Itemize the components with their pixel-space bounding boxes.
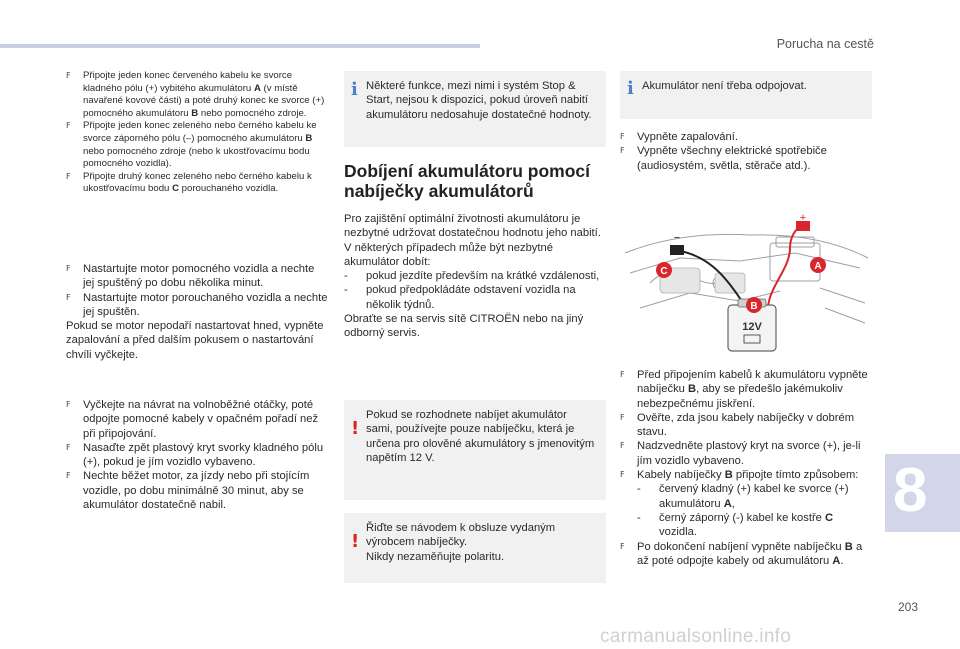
list-item: F Nastartujte motor pomocného vozidla a nechte jej spuštěný po dobu několika minut. bbox=[66, 263, 315, 290]
list-item: F Připojte jeden konec zeleného nebo černého kabelu ke svorce záporného pólu (–) pomocného akumulátoru B nebo pomocného zdroje (nebo k ukostřovacímu bodu pomocného vozidla). bbox=[66, 120, 317, 170]
list-item: - červený kladný (+) kabel ke svorce (+) akumulátoru A, bbox=[637, 483, 849, 510]
bullet-icon: F bbox=[620, 412, 625, 422]
chapter-number: 8 bbox=[893, 456, 928, 525]
list-item: F Nasaďte zpět plastový kryt svorky kladného pólu (+), pokud je jím vozidlo vybaveno. bbox=[66, 441, 324, 469]
warning-box: ! Řiďte se návodem k obsluze vydaným výrobcem nabíječky. Nikdy nezaměňujte polaritu. bbox=[344, 513, 606, 583]
col1-block3 bbox=[66, 398, 328, 512]
bullet-icon: F bbox=[66, 442, 71, 452]
bullet-icon: F bbox=[620, 132, 625, 141]
battery-charger-illustration bbox=[620, 213, 872, 353]
bullet-icon: F bbox=[66, 121, 71, 131]
list-item: F Kabely nabíječky B připojte tímto způsobem: bbox=[620, 469, 859, 482]
paragraph: Pokud se motor nepodaří nastartovat hned, vypněte zapalování a před dalším pokusem o nastartování chvíli vyčkejte. bbox=[66, 320, 324, 361]
list-item: F Připojte druhý konec zeleného nebo černého kabelu k ukostřovacímu bodu C porouchaného vozidla. bbox=[66, 170, 312, 195]
list-item: F Po dokončení nabíjení vypněte nabíječku B a až poté odpojte kabely od akumulátoru A. bbox=[620, 540, 863, 567]
label-c: C bbox=[660, 266, 668, 277]
col1-block1 bbox=[66, 70, 328, 196]
list-item: - pokud předpokládáte odstavení vozidla na několik týdnů. bbox=[344, 284, 576, 311]
bullet-icon: F bbox=[620, 370, 625, 379]
label-a: A bbox=[814, 261, 822, 272]
bullet-icon: F bbox=[620, 441, 625, 451]
watermark: carmanualsonline.info bbox=[600, 626, 792, 647]
warning-box: ! Pokud se rozhodnete nabíjet akumulátor sami, používejte pouze nabíječku, která je určena pro olověné akumulátory s jmenovitým napětím 12 V. bbox=[344, 400, 606, 500]
warning-icon: ! bbox=[351, 531, 360, 552]
bullet-icon: F bbox=[620, 146, 625, 156]
minus-sign: − bbox=[673, 232, 681, 244]
list-item: F Nechte běžet motor, za jízdy nebo při stojícím vozidle, po dobu minimálně 30 minut, aby se akumulátor dostatečně nabil. bbox=[66, 470, 310, 512]
info-icon: i bbox=[627, 78, 634, 99]
paragraph: Pro zajištění optimální životnosti akumulátoru je nezbytné udržovat dostatečnou hodnotu jeho nabití. bbox=[344, 213, 601, 240]
bullet-icon: F bbox=[66, 292, 71, 302]
list-item: - pokud jezdíte především na krátké vzdálenosti, bbox=[344, 270, 600, 283]
list-item: F Nastartujte motor porouchaného vozidla a nechte jej spuštěn. bbox=[66, 291, 328, 318]
paragraph: Obraťte se na servis sítě CITROËN nebo na jiný odborný servis. bbox=[344, 313, 584, 340]
info-box: i Některé funkce, mezi nimi i systém Stop & Start, nejsou k dispozici, pokud úroveň nabití akumulátoru nedosahuje dostatečné hodnoty. bbox=[344, 71, 606, 147]
list-item: F Nadzvedněte plastový kryt na svorce (+), je-li jím vozidlo vybaveno. bbox=[620, 440, 861, 467]
section-title: Dobíjení akumulátoru pomocí nabíječky akumulátorů bbox=[344, 161, 590, 201]
list-item: - černý záporný (-) kabel ke kostře C vozidla. bbox=[637, 511, 834, 539]
col3-block1 bbox=[620, 130, 872, 173]
list-item: F Před připojením kabelů k akumulátoru vypněte nabíječku B, aby se předešlo jakémukoliv nebezpečnému jiskření. bbox=[620, 369, 868, 410]
warning-icon: ! bbox=[351, 418, 360, 439]
black-clamp bbox=[670, 245, 684, 255]
list-item: F Vypněte všechny elektrické spotřebiče (audiosystém, světla, stěrače atd.). bbox=[620, 145, 827, 172]
header-title: Porucha na cestě bbox=[776, 37, 874, 51]
bullet-icon: F bbox=[66, 400, 71, 409]
label-b: B bbox=[750, 301, 758, 312]
chapter-tab bbox=[885, 454, 960, 532]
info-icon: i bbox=[351, 79, 358, 100]
bullet-icon: F bbox=[66, 264, 71, 273]
list-item: F Připojte jeden konec červeného kabelu ke svorce kladného pólu (+) vybitého akumulátoru A (v místě navařené kovové části) a poté druhý konec ke svorce (+) pomocného akumulátoru B nebo pomocného zdroje. bbox=[66, 70, 325, 119]
plus-sign: + bbox=[799, 213, 807, 224]
col3-block2 bbox=[620, 368, 872, 568]
bullet-icon: F bbox=[66, 171, 71, 181]
page-number: 203 bbox=[898, 600, 919, 614]
list-item: F Ověřte, zda jsou kabely nabíječky v dobrém stavu. bbox=[620, 411, 855, 439]
header-accent-bar bbox=[0, 44, 480, 48]
bullet-icon: F bbox=[66, 71, 71, 80]
paragraph: V některých případech může být nezbytné akumulátor dobít: bbox=[344, 241, 553, 268]
charger-voltage-label: 12V bbox=[742, 321, 762, 333]
list-item: F Vypněte zapalování. bbox=[620, 131, 738, 143]
info-box: i Akumulátor není třeba odpojovat. bbox=[620, 71, 872, 119]
bullet-icon: F bbox=[620, 541, 625, 551]
bullet-icon: F bbox=[66, 471, 71, 481]
col1-block2 bbox=[66, 262, 328, 362]
list-item: F Vyčkejte na návrat na volnoběžné otáčky, poté odpojte pomocné kabely v opačném pořadí než při připojování. bbox=[66, 399, 319, 440]
col2-text bbox=[344, 212, 606, 341]
bullet-icon: F bbox=[620, 470, 625, 480]
